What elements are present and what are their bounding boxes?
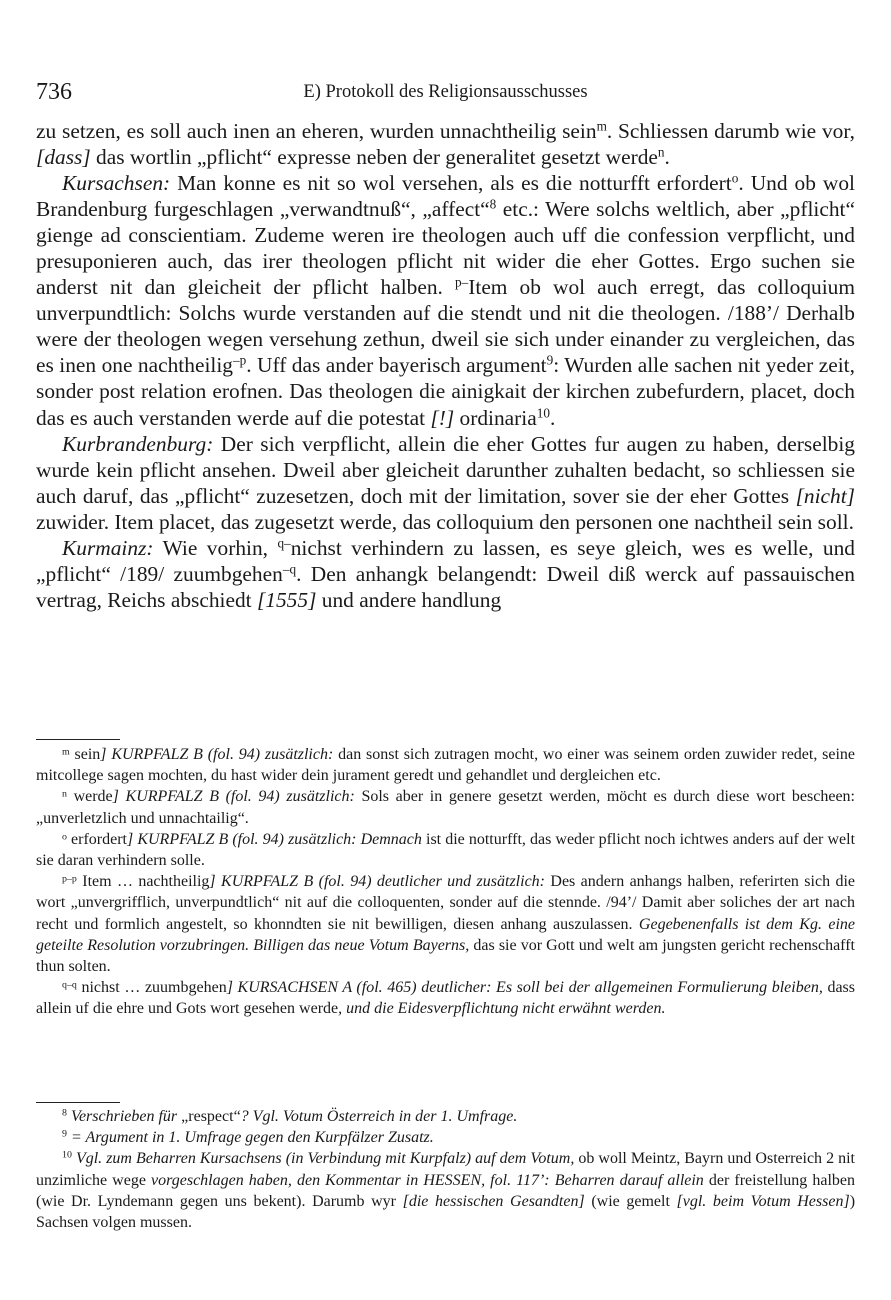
footnote-marker-q-end[interactable]: –q <box>282 561 297 577</box>
editorial-insertion: [!] <box>430 405 455 430</box>
editorial-insertion: [1555] <box>256 587 317 612</box>
paragraph-continuation: zu setzen, es soll auch inen an eheren, wurden unnachtheilig sein$^m$. Schliessen darumb wie vor, [dass] das wortlin „pflicht“ expresse neben der generalitet gesetzt werde$^n$. <box>36 118 855 170</box>
variant-note-o: $^o$ erfordert] KURPFALZ B (fol. 94) zusätzlich: Demnach ist die notturfft, das weder pflicht noch ichtwes anders auf der welt sie daran verhindern solle. <box>36 830 856 870</box>
footnote-marker-p-end[interactable]: –p <box>232 353 247 369</box>
page-header <box>36 78 855 106</box>
main-text <box>36 118 855 613</box>
page-number: 736 <box>36 79 72 105</box>
speaker-label: Kurmainz: <box>62 535 154 560</box>
paragraph-kurbrandenburg: Kurbrandenburg: Der sich verpflicht, allein die eher Gottes fur augen zu haben, derselbig wurde kein pflicht ansehen. Dweil aber gleicheit darunther zuhalten bedacht, so schliessen sie auch daruf, das „pflicht“ zuzesetzen, doch mit der limitation, sover sie der eher Gottes [nicht] zuwider. Item placet, das zugesetzt werde, das colloquium den personen one nachtheil sein soll. <box>36 431 855 534</box>
footnote-marker-q-start[interactable]: q– <box>277 535 291 551</box>
footnote-marker-m[interactable]: m <box>596 118 607 134</box>
footnote-divider <box>36 1102 120 1103</box>
speaker-label: Kurbrandenburg: <box>62 431 214 456</box>
variant-note-n: $^n$ werde] KURPFALZ B (fol. 94) zusätzlich: Sols aber in genere gesetzt werden, möcht es durch diese wort bescheen: „unverletzlich und unnachtailig“. <box>36 788 856 827</box>
footnote-marker-10[interactable]: 10 <box>536 405 550 421</box>
editorial-insertion: [dass] <box>36 145 91 170</box>
footnote-8: $^8$ Verschrieben für „respect“? Vgl. Votum Österreich in der 1. Umfrage. <box>62 1107 518 1125</box>
speaker-label: Kursachsen: <box>62 171 171 196</box>
footnote-marker-p-start[interactable]: p– <box>455 274 469 290</box>
paragraph-kursachsen: Kursachsen: Man konne es nit so wol versehen, als es die notturfft erfordert$^o$. Und ob wol Brandenburg furgeschlagen „verwandtnuß“, „affect“$^8$ etc.: Were solchs weltlich, aber „pflicht“ gienge ad conscientiam. Zudeme weren ire theologen auch uff die confession verpflicht, und presuponieren auch, das irer theologen pflicht nit wider die eher Gottes. Ergo suchen sie anderst nit dan gleicheit der pflicht halben. $^{p-}$Item ob wol auch erregt, das colloquium unverpundtlich: Solchs wurde verstanden auf die stendt und nit die theologen. /188’/ Derhalb were der theologen wegen versehung zethun, dweil sie sich under einander zu vergleichen, das es inen one nachtheilig$^{-p}$. Uff das ander bayerisch argument$^9$: Wurden alle sachen nit yeder zeit, sonder post relation erofnen. Das theologen die ainigkait der kirchen zubefurdern, placet, doch das es auch verstanden werde auf die potestat [!] ordinaria$^{10}$. <box>36 170 855 430</box>
numbered-footnotes <box>36 1106 855 1233</box>
footnote-marker-8[interactable]: 8 <box>489 196 497 212</box>
variant-note-p: $^{p-p}$ Item … nachtheilig] KURPFALZ B (fol. 94) deutlicher und zusätzlich: Des andern anhangs halben, referirten sich die wort „unvergrifflich, unverpundtlich“ nit auf die colloquenten, sonder auf die stennde. /94’/ Damit aber soliches der art nach recht und formlich angestelt, so khonndten sie nit bewilligen, diesen anhang auszulassen. Gegebenenfalls ist dem Kg. eine geteilte Resolution vorzubringen. Billigen das neue Votum Bayerns, das sie vor Gott und welt am jungsten gericht rechenschafft thun solten. <box>36 873 856 976</box>
footnote-marker-n[interactable]: n <box>657 144 665 160</box>
paragraph-kurmainz: Kurmainz: Wie vorhin, $^{q-}$nichst verhindern zu lassen, es seye gleich, wes es welle, und „pflicht“ /189/ zuumbgehen$^{-q}$. Den anhangk belangendt: Dweil diß werck auf passauischen vertrag, Reichs abschiedt [1555] und andere handlung <box>36 535 855 612</box>
footnote-divider <box>36 739 120 740</box>
variant-note-q: $^{q-q}$ nichst … zuumbgehen] KURSACHSEN A (fol. 465) deutlicher: Es soll bei der allgemeinen Formulierung bleiben, dass allein uf die ehre und Gots wort gesehen werde, und die Eidesverpflichtung nicht erwähnt werden. <box>36 979 856 1018</box>
variant-note-m: $^m$ sein] KURPFALZ B (fol. 94) zusätzlich: dan sonst sich zutragen mocht, wo einer was seinem orden zuwider redet, seine mitcollege sagen mochten, du hast wider dein jurament geredt und gehandlet und dergleichen etc. <box>36 746 856 785</box>
variant-apparatus <box>36 744 855 1020</box>
footnote-marker-9[interactable]: 9 <box>546 353 554 369</box>
running-title: E) Protokoll des Religionsausschusses <box>303 82 588 102</box>
footnote-10: $^{10}$ Vgl. zum Beharren Kursachsens (in Verbindung mit Kurpfalz) auf dem Votum, ob woll Meintz, Bayrn und Osterreich 2 nit unzimliche wege vorgeschlagen haben, den Kommentar in HESSEN, fol. 117’: Beharren darauf allein der freistellung halben (wie Dr. Lyndemann gegen uns bekent). Darumb wyr [die hessischen Gesandten] (wie gemelt [vgl. beim Votum Hessen]) Sachsen volgen mussen. <box>36 1149 856 1232</box>
editorial-insertion: [nicht] <box>795 483 855 508</box>
footnote-marker-o[interactable]: o <box>731 170 739 186</box>
footnote-9: $^9$ = Argument in 1. Umfrage gegen den Kurpfälzer Zusatz. <box>62 1128 434 1147</box>
